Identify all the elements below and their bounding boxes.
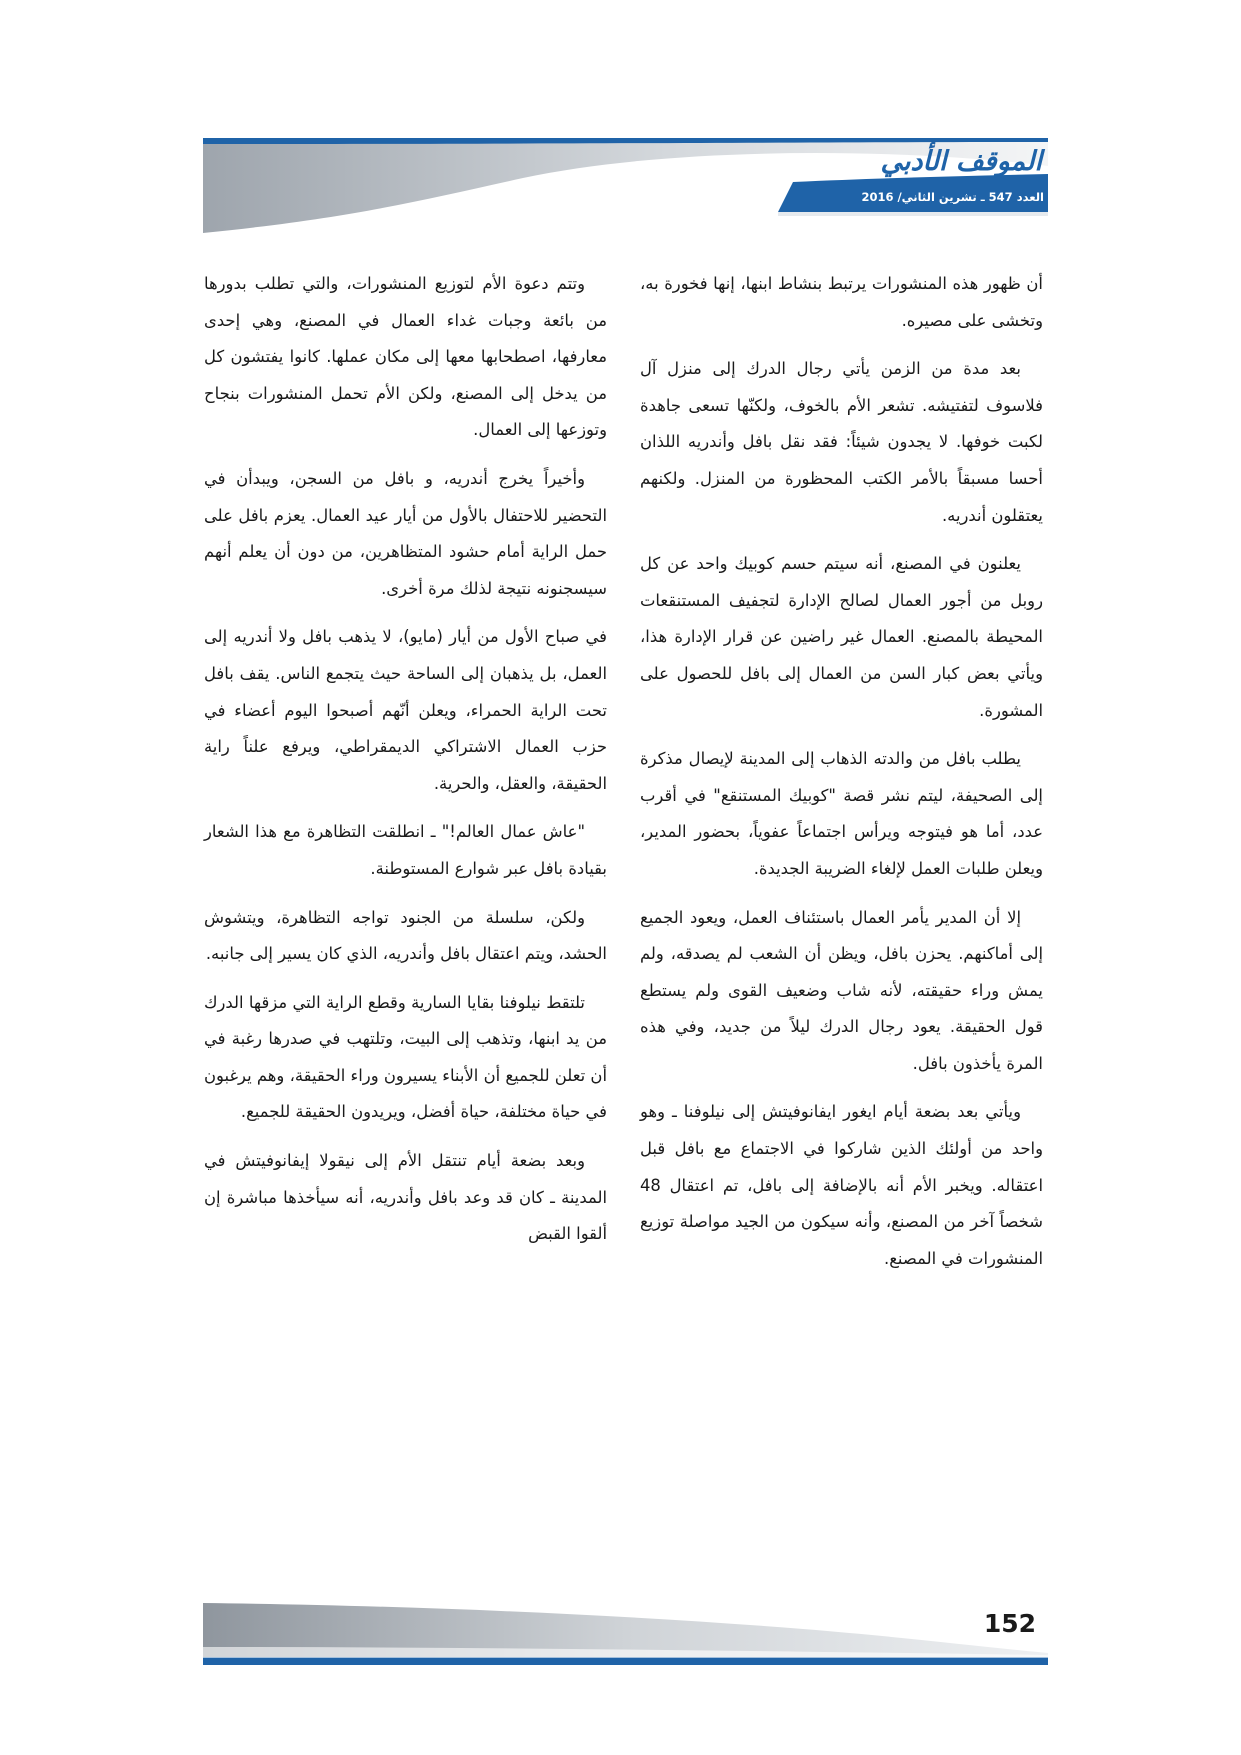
paragraph: "عاش عمال العالم!" ـ انطلقت التظاهرة مع هذا الشعار بقيادة بافل عبر شوارع المستوطنة.: [204, 822, 607, 878]
paragraph: تلتقط نيلوفنا بقايا السارية وقطع الراية التي مزقها الدرك من يد ابنها، وتذهب إلى البيت، وتلتهب في صدرها رغبة في أن تعلن للجميع أن الأبناء يسيرون وراء الحقيقة، وهم يرغبون في حياة مختلفة، حياة أفضل، ويريدون الحقيقة للجميع.: [204, 992, 607, 1122]
article-column-right: [640, 266, 1043, 1289]
page-header-band: [203, 138, 1048, 233]
paragraph: وبعد بضعة أيام تنتقل الأم إلى نيقولا إيفانوفيتش في المدينة ـ كان قد وعد بافل وأندريه، أنه سيأخذها مباشرة إن ألقوا القبض: [204, 1151, 607, 1244]
paragraph: أن ظهور هذه المنشورات يرتبط بنشاط ابنها، إنها فخورة به، وتخشى على مصيره.: [640, 274, 1043, 330]
paragraph: ولكن، سلسلة من الجنود تواجه التظاهرة، ويتشوش الحشد، ويتم اعتقال بافل وأندريه، الذي كان يسير إلى جانبه.: [204, 907, 607, 964]
paragraph: ويأتي بعد بضعة أيام ايغور ايفانوفيتش إلى نيلوفنا ـ وهو واحد من أولئك الذين شاركوا في الاجتماع مع بافل قبل اعتقاله. ويخبر الأم أنه بالإضافة إلى بافل، تم اعتقال 48 شخصاً آخر من المصنع، وأنه سيكون من الجيد مواصلة توزيع المنشورات في المصنع.: [640, 1102, 1043, 1268]
paragraph: بعد مدة من الزمن يأتي رجال الدرك إلى منزل آل فلاسوف لتفتيشه. تشعر الأم بالخوف، ولكنّها تسعى جاهدة لكبت خوفها. لا يجدون شيئاً: فقد نقل بافل وأندريه اللذان أحسا مسبقاً بالأمر الكتب المحظورة من المنزل. ولكنهم يعتقلون أندريه.: [640, 359, 1043, 525]
paragraph: وأخيراً يخرج أندريه، و بافل من السجن، ويبدأن في التحضير للاحتفال بالأول من أيار عيد العمال. يعزم بافل على حمل الراية أمام حشود المتظاهرين، من دون أن يعلم أنهم سيسجنونه نتيجة لذلك مرة أخرى.: [204, 468, 607, 598]
page-number: 152: [983, 1609, 1036, 1638]
paragraph: يطلب بافل من والدته الذهاب إلى المدينة لإيصال مذكرة إلى الصحيفة، ليتم نشر قصة "كوبيك المستنقع" في أقرب عدد، أما هو فيتوجه ويرأس اجتماعاً عفوياً، بحضور المدير، ويعلن طلبات العمل لإلغاء الضريبة الجديدة.: [640, 749, 1043, 878]
paragraph: يعلنون في المصنع، أنه سيتم حسم كوبيك واحد عن كل روبل من أجور العمال لصالح الإدارة لتجفيف المستنقعات المحيطة بالمصنع. العمال غير راضين عن قرار الإدارة هذا، ويأتي بعض كبار السن من العمال إلى بافل للحصول على المشورة.: [640, 554, 1043, 720]
magazine-masthead: الموقف الأدبي: [880, 146, 1042, 177]
page-footer-band: [203, 1603, 1048, 1665]
paragraph: إلا أن المدير يأمر العمال باستئناف العمل، ويعود الجميع إلى أماكنهم. يحزن بافل، ويظن أن الشعب لم يصدقه، ولم يمش وراء حقيقته، لأنه شاب وضعيف القوى ولم يستطع قول الحقيقة. يعود رجال الدرك ليلاً من جديد، وفي هذه المرة يأخذون بافل.: [640, 907, 1043, 1073]
paragraph: وتتم دعوة الأم لتوزيع المنشورات، والتي تطلب بدورها من بائعة وجبات غداء العمال في المصنع، وهي إحدى معارفها، اصطحابها معها إلى مكان عملها. كانوا يفتشون كل من يدخل إلى المصنع، ولكن الأم تحمل المنشورات بنجاح وتوزعها إلى العمال.: [204, 274, 607, 440]
footer-swoosh-graphic: [203, 1603, 1048, 1665]
issue-date-line: العدد 547 ـ تشرين الثاني/ 2016: [861, 190, 1044, 204]
article-column-left: [204, 266, 607, 1265]
paragraph: في صباح الأول من أيار (مايو)، لا يذهب بافل ولا أندريه إلى العمل، بل يذهبان إلى الساحة حيث يتجمع الناس. يقف بافل تحت الراية الحمراء، ويعلن أنّهم أصبحوا اليوم أعضاء في حزب العمال الاشتراكي الديمقراطي، ويرفع علناً راية الحقيقة، والعقل، والحرية.: [204, 627, 607, 793]
